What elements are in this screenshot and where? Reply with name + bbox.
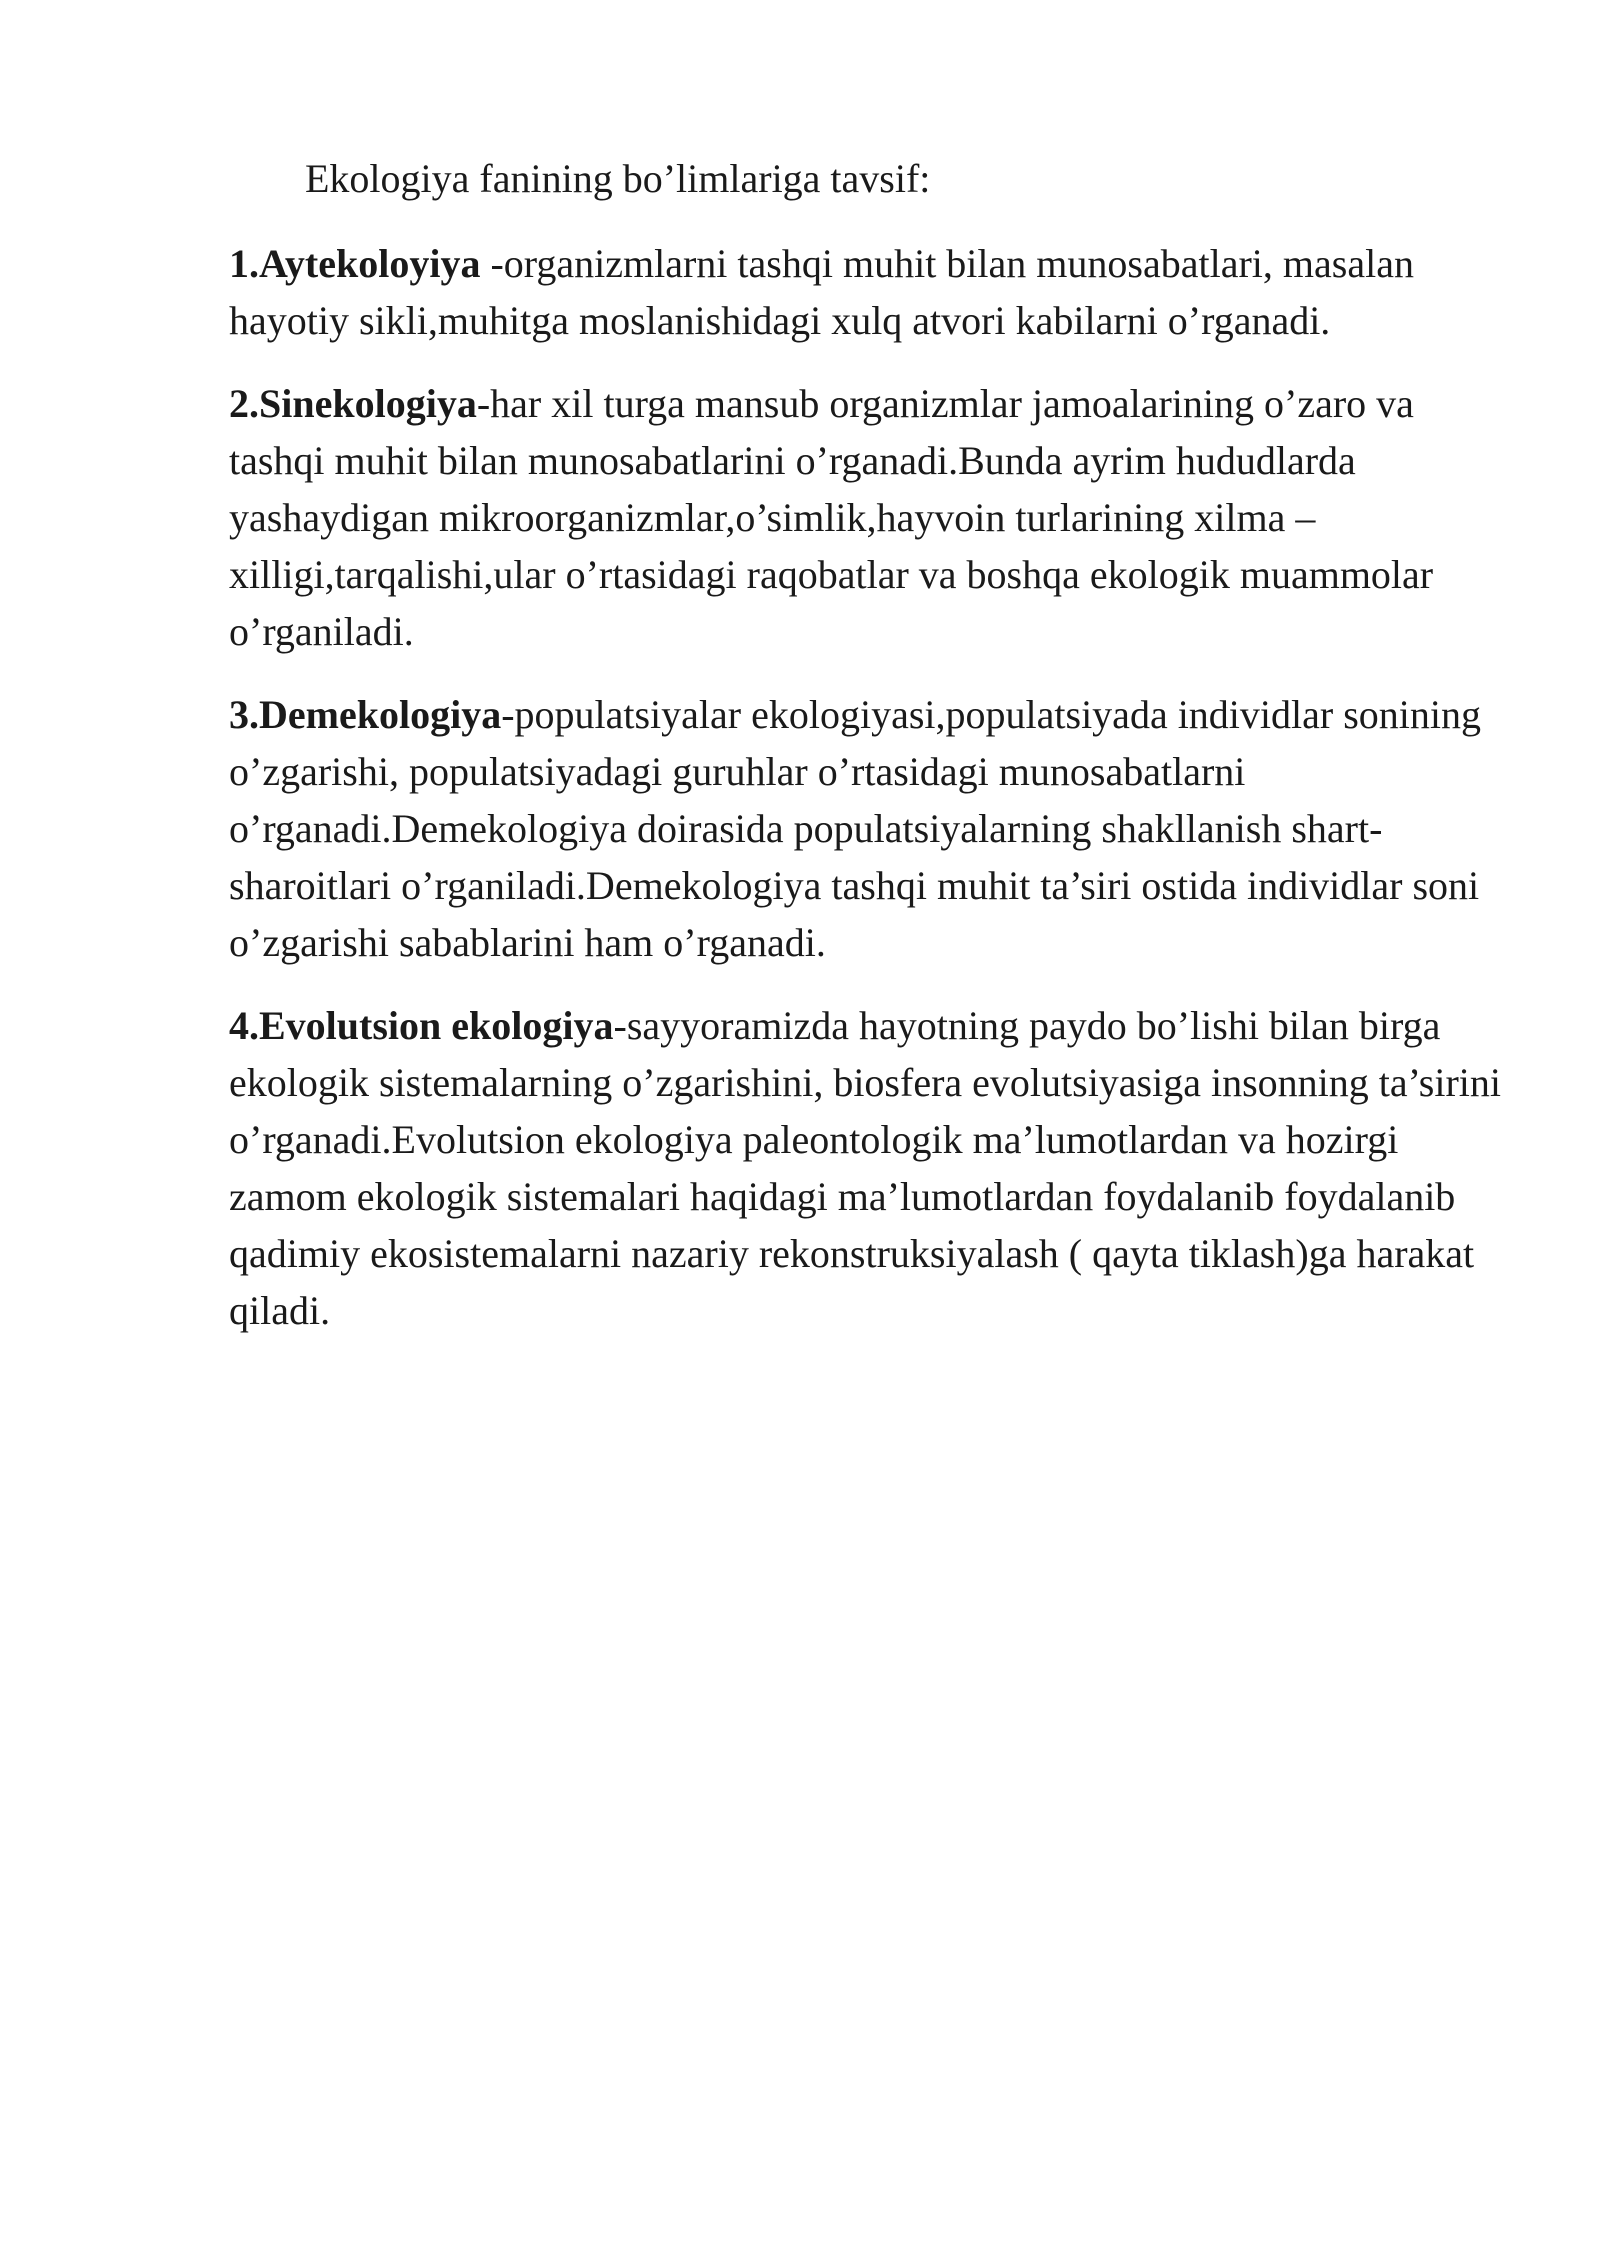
section-synecology [229,375,1519,660]
section-text: -organizmlarni tashqi muhit bilan munosabatlari, masalan hayotiy sikli,muhitga moslanishidagi xulq atvori kabilarni o’rganadi. [229,241,1414,343]
section-term: 2.Sinekologiya [229,381,477,426]
section-term: 1.Aytekoloyiya [229,241,481,286]
section-text: -har xil turga mansub organizmlar jamoalarining o’zaro va tashqi muhit bilan munosabatlarini o’rganadi.Bunda ayrim hududlarda yashaydigan mikroorganizmlar,o’simlik,hayvoin turlarining xilma –xilligi,tarqalishi,ular o’rtasidagi raqobatlar va boshqa ekologik muammolar o’rganiladi. [229,381,1434,654]
section-term: 3.Demekologiya [229,692,502,737]
section-text: -populatsiyalar ekologiyasi,populatsiyada individlar sonining o’zgarishi, populatsiyadagi guruhlar o’rtasidagi munosabatlarni o’rganadi.Demekologiya doirasida populatsiyalarning shakllanish shart-sharoitlari o’rganiladi.Demekologiya tashqi muhit ta’siri ostida individlar soni o’zgarishi sabablarini ham o’rganadi. [229,692,1482,965]
section-text: -sayyoramizda hayotning paydo bo’lishi bilan birga ekologik sistemalarning o’zgarishini, biosfera evolutsiyasiga insonning ta’sirini o’rganadi.Evolutsion ekologiya paleontologik ma’lumotlardan va hozirgi zamom ekologik sistemalari haqidagi ma’lumotlardan foydalanib foydalanib qadimiy ekosistemalarni nazariy rekonstruksiyalash ( qayta tiklash)ga harakat qiladi. [229,1003,1501,1333]
section-term: 4.Evolutsion ekologiya [229,1003,614,1048]
section-evolutionary-ecology [229,997,1519,1339]
document-title: Ekologiya fanining bo’limlariga tavsif: [305,156,931,201]
section-demecology [229,686,1519,971]
section-autecology [229,235,1519,349]
document-body [229,150,1519,1365]
